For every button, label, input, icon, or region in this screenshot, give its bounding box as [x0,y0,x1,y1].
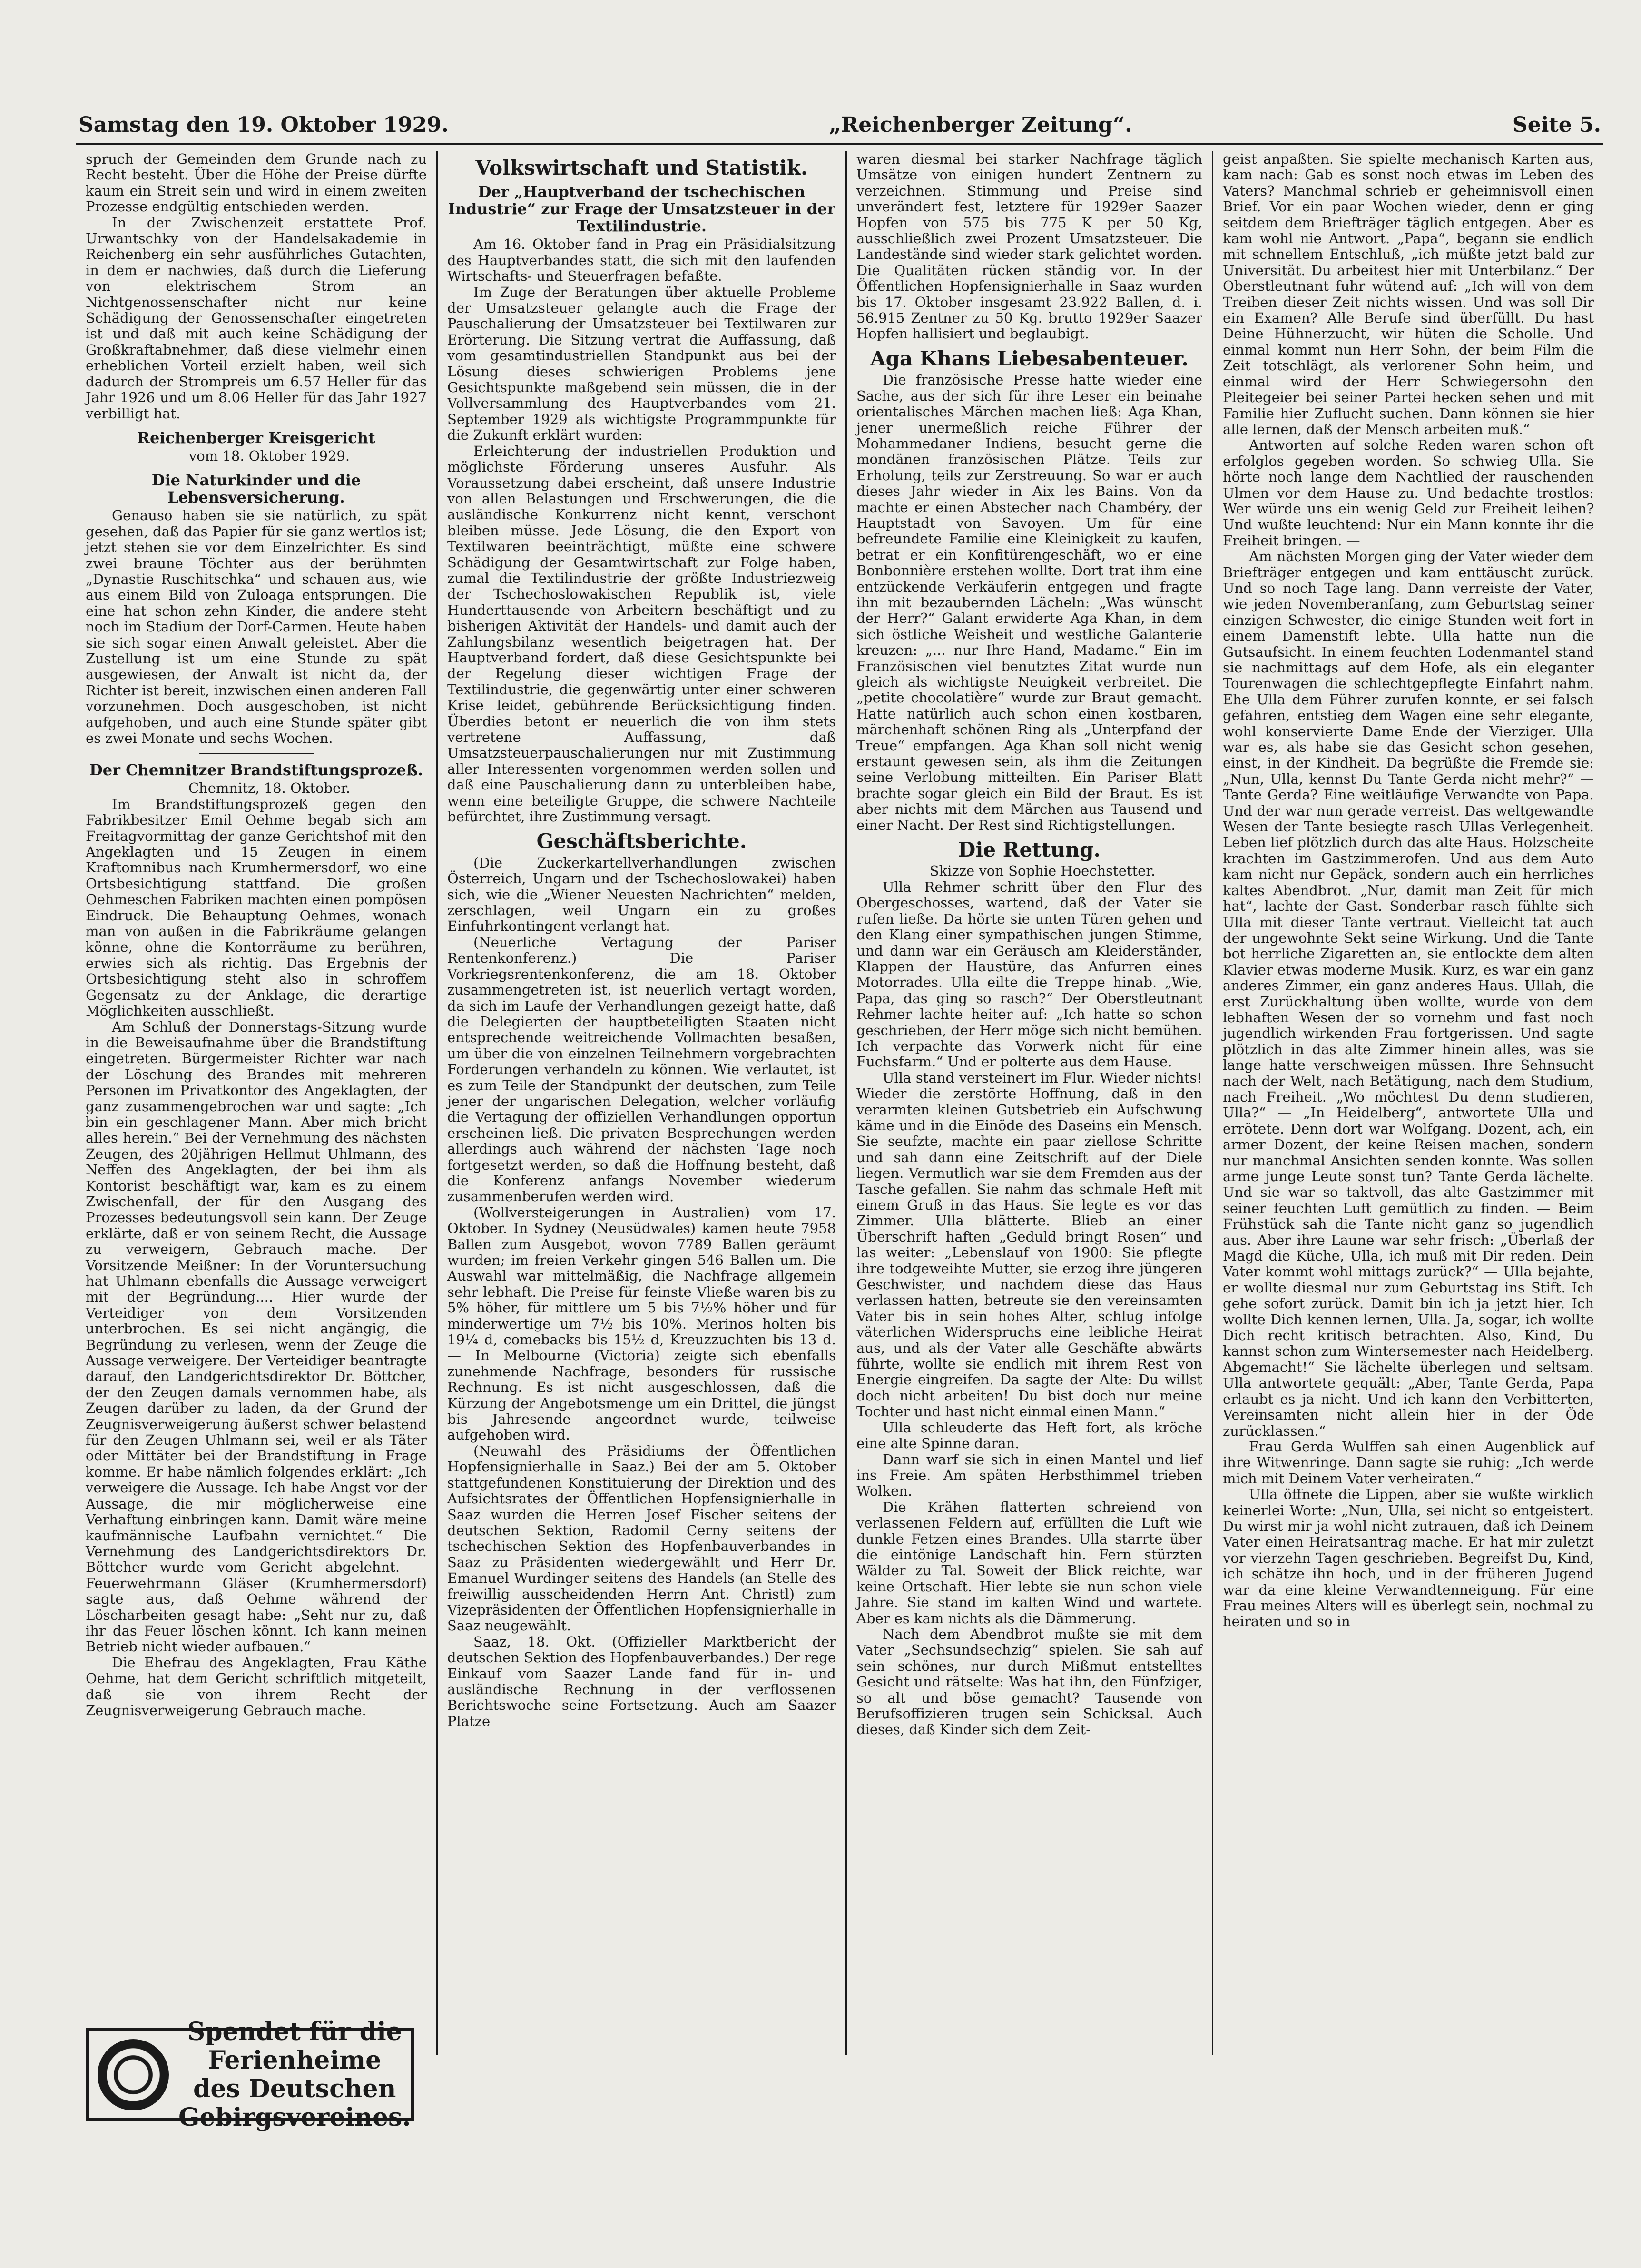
paragraph: Saaz, 18. Okt. (Offizieller Marktbericht der deutschen Sektion des Hopfenbauverbandes.) Der rege Einkauf vom Saazer Lande fand für in- und ausländische Rechnung in der verflossenen Berichtswoche seine Fortsetzung. Auch am Saazer Platze [447,1633,836,1729]
paragraph: waren diesmal bei starker Nachfrage täglich Umsätze von einigen hundert Zentnern zu verzeichnen. Stimmung und Preise sind unverändert fest, letztere für 1929er Saazer Hopfen von 575 bis 775 K per 50 Kg, ausschließlich zwei Prozent Umsatzsteuer. Die Landestände sind wieder stark gelichtet worden. Die Qualitäten rücken ständig vor. In der Öffentlichen Hopfensignierhalle in Saaz wurden bis 17. Oktober insgesamt 23.922 Ballen, d. i. 56.915 Zentner zu 50 Kg. brutto 1929er Saazer Hopfen hallisiert und beglaubigt. [856,151,1202,342]
ad-line: des Deutschen [193,2074,396,2103]
paragraph: Nach dem Abendbrot mußte sie mit dem Vater „Sechsundsechzig“ spielen. Sie sah auf sein schönes, nur durch Mißmut entstelltes Gesicht und rätselte: Was hat ihn, den Fünfziger, so alt und böse gemacht? Tausende von Berufsoffizieren trugen sein Schicksal. Auch dieses, daß Kinder sich dem Zeit- [856,1626,1202,1738]
paper-name: „Reichenberger Zeitung“. [829,112,1132,137]
column-4 [1213,151,1603,2055]
paragraph: Ulla stand versteinert im Flur. Wieder nichts! Wieder die zerstörte Hoffnung, daß in den verarmten kleinen Gutsbetrieb ein Aufschwung käme und in die Einöde des Daseins ein Mensch. Sie seufzte, machte ein paar ziellose Schritte und sah dann eine Zeitschrift auf der Diele liegen. Vermutlich war sie dem Fremden aus der Tasche gefallen. Sie nahm das schmale Heft mit einem Gruß in das Haus. Sie legte es vor das Zimmer. Ulla blätterte. Blieb an einer Überschrift haften „Geduld bringt Rosen“ und las weiter: „Lebenslauf von 1900: Sie pflegte ihre todgeweihte Mutter, sie erzog ihre jüngeren Geschwister, und nachdem diese das Haus verlassen hatten, betreute sie den vereinsamten Vater bis in sein hohes Alter, schlug infolge väterlichen Widerspruchs eine leibliche Heirat aus, und als der Vater alle Geschäfte abwärts führte, wollte sie endlich mit ihrem Rest von Energie eingreifen. Da sagte der Alte: Du willst doch nicht arbeiten! Du bist doch nur meine Tochter und hast nicht einmal einen Mann.“ [856,1069,1202,1420]
paragraph: In der Zwischenzeit erstattete Prof. Urwantschky von der Handelsakademie in Reichenberg ein sehr ausführliches Gutachten, in dem er nachwies, daß durch die Lieferung von elektrischem Strom an Nichtgenossenschafter nicht nur keine Schädigung der Genossenschafter eingetreten ist und daß mit auch keine Schädigung der Großkraftabnehmer, daß diese vielmehr einen erheblichen Vorteil erzielt haben, weil sich dadurch der Strompreis um 6.57 Heller für das Jahr 1926 und um 8.06 Heller für das Jahr 1927 verbilligt hat. [86,214,427,422]
article-title: Die Naturkinder und die Lebensversicherung. [151,471,361,507]
column-2 [438,151,847,2055]
paragraph: Am nächsten Morgen ging der Vater wieder dem Briefträger entgegen und kam enttäuscht zurück. Und so noch Tage lang. Dann verreiste der Vater, wie jeden Novemberanfang, zum Geburtstag seiner einzigen Schwester, die einige Stunden weit fort in einem Damenstift lebte. Ulla hatte nun die Gutsaufsicht. In einem feuchten Lodenmantel stand sie nachmittags auf dem Hofe, als ein eleganter Tourenwagen die schlechtgepflegte Einfahrt nahm. Ehe Ulla dem Führer zurufen konnte, er sei falsch gefahren, entstieg dem Wagen eine sehr elegante, wohl konservierte Dame Ende der Vierziger. Ulla war es, als habe sie das Gesicht schon gesehen, einst, in der Kindheit. Da begrüßte die Fremde sie: „Nun, Ulla, kennst Du Tante Gerda nicht mehr?“ — Tante Gerda? Eine weitläufige Verwandte von Papa. Und der war nun gerade verreist. Das weltgewandte Wesen der Tante besiegte rasch Ullas Verlegenheit. Leben lief plötzlich durch das alte Haus. Holzscheite krachten im Gastzimmerofen. Und aus dem Auto kam nicht nur Gepäck, sondern auch ein herrliches kaltes Abendbrot. „Nur, damit man Zeit für mich hat“, lachte der Gast. Sonderbar rasch fühlte sich Ulla mit dieser Tante vertraut. Vielleicht tat auch der ungewohnte Sekt seine Wirkung. Und die Tante bot herrliche Zigaretten an, sie entlockte dem alten Klavier etwas moderne Musik. Kurz, es war ein ganz anderes Zimmer, ein ganz anderes Haus. Ullah, die erst Zurückhaltung üben wollte, wurde von dem lebhaften Wesen der so vornehm und fast noch jugendlich wirkenden Frau fortgerissen. Und sagte plötzlich in das alte Zimmer hinein alles, was sie lange hatte verschweigen müssen. Ihre Sehnsucht nach der Welt, nach Betätigung, nach dem Studium, nach Freiheit. „Wo möchtest Du denn studieren, Ulla?“ — „In Heidelberg“, antwortete Ulla und errötete. Denn dort war Wolfgang. Dozent, ach, ein armer Dozent, der keine Reisen machen, sondern nur manchmal Ansichten senden konnte. Was sollen arme junge Leute sonst tun? Tante Gerda lächelte. Und sie war so taktvoll, das alte Gastzimmer mit seiner feuchten Luft gemütlich zu finden. — Beim Frühstück sah die Tante nicht ganz so jugendlich aus. Aber ihre Laune war sehr frisch: „Überlaß der Magd die Küche, Ulla, ich muß mit Dir reden. Dein Vater kommt wohl mittags zurück?“ — Ulla bejahte, er wollte diesmal nur zum Geburtstag ins Stift. Ich gehe sofort zurück. Damit bin ich ja jetzt hier. Ich wollte Dich kennen lernen, Ulla. Ja, sogar, ich wollte Dich recht kritisch betrachten. Also, Kind, Du kannst schon zum Wintersemester nach Heidelberg. Abgemacht!“ Sie lächelte überlegen und seltsam. Ulla antwortete gequält: „Aber, Tante Gerda, Papa erlaubt es ja nicht. Und ich kann den Verbitterten, Vereinsamten nicht allein hier in der Öde zurücklassen.“ [1223,548,1594,1439]
court-heading: Reichenberger Kreisgericht [137,428,375,447]
paragraph: spruch der Gemeinden dem Grunde nach zu Recht besteht. Über die Höhe der Preise dürfte kaum ein Streit sein und wird in einem zweiten Prozesse endgültig entschieden werden. [86,151,427,215]
paragraph: Ulla Rehmer schritt über den Flur des Obergeschosses, wartend, daß der Vater sie rufen ließe. Da hörte sie unten Türen gehen und den Klang einer sympathischen jungen Stimme, und dann war ein Geräusch am Kleiderständer, Klappen der Haustüre, das Anfurren eines Motorrades. Ulla eilte die Treppe hinab. „Wie, Papa, das ging so rasch?“ Der Oberstleutnant Rehmer lachte heiter auf: „Ich hatte so schon geschrieben, der Herr möge sich nicht bemühen. Ich verpachte das Vorwerk nicht für eine Fuchsfarm.“ Und er polterte aus dem Hause. [856,878,1202,1070]
paragraph: Frau Gerda Wulffen sah einen Augenblick auf ihre Witwenringe. Dann sagte sie ruhig: „Ich werde mich mit Deinem Vater verheiraten.“ [1223,1438,1594,1487]
article-title: Die Rettung. [958,838,1101,862]
masthead [79,106,1601,144]
byline: Skizze von Sophie Hoechstetter. [929,863,1156,879]
court-date: vom 18. Oktober 1929. [188,447,350,464]
paragraph: Im Zuge der Beratungen über aktuelle Probleme der Umsatzsteuer gelangte auch die Frage der Pauschalierung der Umsatzsteuer bei Textilwaren zur Erörterung. Die Sitzung vertrat die Auffassung, daß vom gesamtindustriellen Standpunkt aus bei der Lösung dieses schwierigen Problems jene Gesichtspunkte maßgebend sein müssen, die in der Vollversammlung des Hauptverbandes vom 21. September 1929 als wichtigste Programmpunkte für die Zukunft erklärt wurden: [447,284,836,444]
paragraph: (Wollversteigerungen in Australien) vom 17. Oktober. In Sydney (Neusüdwales) kamen heute 7958 Ballen zum Ausgebot, wovon 7789 Ballen geräumt wurden; im freien Verkehr gingen 546 Ballen um. Die Auswahl war mittelmäßig, die Nachfrage allgemein sehr lebhaft. Die Preise für feinste Vließe waren bis zu 5% höher, für mittlere um 5 bis 7½% höher und für minderwertige um 7½ bis 10%. Merinos holten bis 19¼ d, comebacks bis 15½ d, Kreuzzuchten bis 13 d. — In Melbourne (Victoria) zeigte sich ebenfalls zunehmende Nachfrage, besonders für russische Rechnung. Es ist nicht ausgeschlossen, daß die Kürzung der Angebotsmenge um ein Drittel, die jüngst bis Jahresende angeordnet wurde, teilweise aufgehoben wird. [447,1204,836,1443]
header-rule [76,143,1603,145]
paragraph: Die Ehefrau des Angeklagten, Frau Käthe Oehme, hat dem Gericht schriftlich mitgeteilt, daß sie von ihrem Recht der Zeugnisverweigerung Gebrauch mache. [86,1654,427,1718]
article-title: Der „Hauptverband der tschechischen Industrie“ zur Frage der Umsatzsteuer in der Textilindustrie. [448,183,835,236]
paragraph: (Neuwahl des Präsidiums der Öffentlichen Hopfensignierhalle in Saaz.) Bei der am 5. Oktober stattgefundenen Konstituierung der Direktion und des Aufsichtsrates der Öffentlichen Hopfensignierhalle in Saaz wurden die Herren Josef Fischer seitens der deutschen Sektion, Radomil Cerny seitens der tschechischen Sektion des Hopfenbauverbandes in Saaz zu Präsidenten wiedergewählt und Herr Dr. Emanuel Wurdinger seitens des Handels (an Stelle des freiwillig ausscheidenden Herrn Ant. Christl) zum Vizepräsidenten der Öffentlichen Hopfensignierhalle in Saaz neugewählt. [447,1442,836,1634]
ad-line: Spendet für die [187,2017,402,2046]
column-1 [76,151,438,2055]
separator [199,753,314,754]
ad-line: Gebirgsvereines. [178,2102,411,2132]
paragraph: Ulla öffnete die Lippen, aber sie wußte wirklich keinerlei Worte: „Nun, Ulla, sei nicht so entgeistert. Du wirst mir ja wohl nicht zutrauen, daß ich Deinem Vater einen Heiratsantrag mache. Er hat mir zuletzt vor vierzehn Tagen geschrieben. Begreifst Du, Kind, ich schätze ihn hoch, und in der früheren Jugend war da eine kleine Verwandtenneigung. Für eine Frau meines Alters will es überlegt sein, nochmal zu heiraten und so in [1223,1486,1594,1630]
paragraph: geist anpaßten. Sie spielte mechanisch Karten aus, kam nach: Gab es sonst noch etwas im Leben des Vaters? Manchmal schrieb er geheimnisvoll einen Brief. Vor ein paar Wochen wieder, denn er ging seitdem dem Briefträger täglich entgegen. Aber es kam wohl nie Antwort. „Papa“, begann sie endlich mit schnellem Entschluß, „ich müßte jetzt bald zur Universität. Du arbeitest hier mit Unterbilanz.“ Der Oberstleutnant fuhr wütend auf: „Ich will von dem Treiben dieser Zeit nichts wissen. Und was soll Dir ein Examen? Alle Berufe sind überfüllt. Du hast Deine Hühnerzucht, wir hüten die Scholle. Und einmal kommt nun Herr Sohn, der beim Film die Zeit totschlägt, als verlorener Sohn heim, und einmal wird der Herr Schwiegersohn den Pleitegeier bei seiner Partei hecken sehen und mit Familie hier Zuflucht suchen. Dann können sie hier alle lernen, daß der Mensch arbeiten muß.“ [1223,151,1594,437]
paragraph: Dann warf sie sich in einen Mantel und lief ins Freie. Am späten Herbsthimmel trieben Wolken. [856,1451,1202,1499]
paragraph: Erleichterung der industriellen Produktion und möglichste Förderung unseres Ausfuhr. Als Voraussetzung dabei erscheint, daß unsere Industrie von allen Belastungen und Erschwerungen, die die ausländische Konkurrenz nicht kennt, verschont bleiben müsse. Jede Lösung, die den Export von Textilwaren beeinträchtigt, müßte eine schwere Schädigung der Gesamtwirtschaft zur Folge haben, zumal die Textilindustrie der größte Industriezweig der Tschechoslowakischen Republik ist, viele Hunderttausende von Arbeitern beschäftigt und zu bisherigen Aktivität der Handels- und damit auch der Zahlungsbilanz wesentlich beigetragen hat. Der Hauptverband fordert, daß diese Gesichtspunkte bei der Regelung dieser wichtigen Frage der Textilindustrie, die gegenwärtig unter einer schweren Krise leidet, gebührende Berücksichtigung finden. Überdies betont er neuerlich die von ihm stets vertretene Auffassung, daß Umsatzsteuerpauschalierungen nur mit Zustimmung aller Interessenten vorgenommen werden sollen und daß eine Pauschalierung dann zu unterbleiben habe, wenn eine beteiligte Gruppe, die schwere Nachteile befürchtet, ihre Zustimmung versagt. [447,443,836,825]
column-3 [847,151,1213,2055]
ad-line: Ferienheime [208,2045,382,2075]
issue-date: Samstag den 19. Oktober 1929. [79,112,449,137]
paragraph: Ulla schleuderte das Heft fort, als kröche eine alte Spinne daran. [856,1419,1202,1452]
dateline: Chemnitz, 18. Oktober. [188,780,351,797]
paragraph: Die französische Presse hatte wieder eine Sache, aus der sich für ihre Leser ein beinahe orientalisches Märchen machen ließ: Aga Khan, jener unermeßlich reiche Führer der Mohammedaner Indiens, besucht gerne die mondänen französischen Plätze. Teils zur Erholung, teils zur Zerstreuung. So war er auch dieses Jahr wieder in Aix les Bains. Von da machte er einen Abstecher nach Chambéry, der Hauptstadt von Savoyen. Um für eine befreundete Familie eine Kleinigkeit zu kaufen, betrat er ein Konfitürengeschäft, wo er eine Bonbonnière erstehen wollte. Dort trat ihm eine entzückende Verkäuferin entgegen und fragte ihn mit bezaubernden Lächeln: „Was wünscht der Herr?“ Galant erwiderte Aga Khan, in dem sich östliche Weisheit und westliche Galanterie kreuzen: „... nur Ihre Hand, Madame.“ Ein im Französischen viel benutztes Zitat wurde nun gleich als wichtigste Neuigkeit verbreitet. Die „petite chocolatière“ wurde zur Braut gemacht. Hatte natürlich auch schon einen kostbaren, märchenhaft schönen Ring als „Unterpfand der Treue“ empfangen. Aga Khan soll nicht wenig erstaunt gewesen sein, als ihm die Zeitungen seine Verlobung mitteilten. Ein Pariser Blatt brachte sogar gleich ein Bild der Braut. Es ist aber nichts mit dem Märchen aus Tausend und einer Nacht. Der Rest sind Richtigstellungen. [856,372,1202,833]
advertisement-text [178,2018,411,2132]
paragraph: (Neuerliche Vertagung der Pariser Rentenkonferenz.) Die Pariser Vorkriegsrentenkonferenz, die am 18. Oktober zusammengetreten ist, ist neuerlich vertagt worden, da sich im Laufe der Verhandlungen gezeigt hatte, daß die Delegierten der hauptbeteiligten Staaten nicht entsprechende weitreichende Vollmachten besaßen, um über die von einzelnen Teilnehmern vorgebrachten Forderungen verhandeln zu können. Wie verlautet, ist es zum Teile der Standpunkt der deutschen, zum Teile jener der ungarischen Delegation, welcher vorläufig die Vertagung der offiziellen Verhandlungen opportun erscheinen ließ. Die privaten Besprechungen werden allerdings auch während der nächsten Tage noch fortgesetzt werden, so daß die Hoffnung besteht, daß die Konferenz anfangs November wiederum zusammenberufen werden wird. [447,934,836,1205]
section-heading: Geschäftsberichte. [536,829,747,853]
page-number: Seite 5. [1512,112,1601,137]
paragraph: Am Schluß der Donnerstags-Sitzung wurde in die Beweisaufnahme über die Brandstiftung eingetreten. Bürgermeister Richter war nach der Löschung des Brandes mit mehreren Personen im Privatkontor des Angeklagten, der ganz zusammengebrochen war und sagte: „Ich bin ein geschlagener Mann. Aber mich bricht alles herein.“ Bei der Vernehmung des nächsten Zeugen, des 20jährigen Hellmut Uhlmann, des Neffen des Angeklagten, der bei ihm als Kontorist beschäftigt war, kam es zu einem Zwischenfall, der für den Ausgang des Prozesses bedeutungsvoll sein kann. Der Zeuge erklärte, daß er von seinem Recht, die Aussage zu verweigern, Gebrauch mache. Der Vorsitzende Meißner: In der Voruntersuchung hat Uhlmann ebenfalls die Aussage verweigert mit der Begründung.... Hier wurde der Verteidiger von dem Vorsitzenden unterbrochen. Es sei nicht angängig, die Begründung zu verlesen, wenn der Zeuge die Aussage verweigere. Der Verteidiger beantragte darauf, den Landgerichtsdirektor Dr. Böttcher, der den Zeugen damals vernommen habe, als Zeugen darüber zu laden, da der Grund der Zeugnisverweigerung äußerst schwer belastend für den Zeugen Uhlmann sei, weil er als Täter oder Mittäter bei der Brandstiftung in Frage komme. Er habe nämlich folgendes erklärt: „Ich verweigere die Aussage. Ich habe Angst vor der Aussage, die mir möglicherweise eine Verhaftung einbringen kann. Damit wäre meine kaufmännische Laufbahn vernichtet.“ Die Vernehmung des Landgerichtsdirektors Dr. Böttcher wurde vom Gericht abgelehnt. — Feuerwehrmann Gläser (Krumhermersdorf) sagte aus, daß Oehme während der Löscharbeiten gesagt habe: „Seht nur zu, daß ihr das Feuer löschen könnt. Ich kann meinen Betrieb nicht wieder aufbauen.“ [86,1018,427,1655]
section-heading: Volkswirtschaft und Statistik. [475,156,808,179]
columns [76,151,1603,2055]
paragraph: Am 16. Oktober fand in Prag ein Präsidialsitzung des Hauptverbandes statt, die sich mit den laufenden Wirtschafts- und Steuerfragen befaßte. [447,236,836,285]
paragraph: Im Brandstiftungsprozeß gegen den Fabrikbesitzer Emil Oehme begab sich am Freitagvormittag der ganze Gerichtshof mit den Angeklagten und 15 Zeugen in einem Kraftomnibus nach Krumhermersdorf, wo eine Ortsbesichtigung stattfand. Die großen Oehmeschen Fabriken machten einen pompösen Eindruck. Die Behauptung Oehmes, wonach man von außen in die Fabrikräume gelangen könne, ohne die Kontorräume zu berühren, erwies sich als richtig. Das Ergebnis der Ortsbesichtigung steht also in schroffem Gegensatz zu der Anklage, die derartige Möglichkeiten ausschließt. [86,796,427,1019]
advertisement-box [86,2017,414,2132]
article-title: Der Chemnitzer Brandstiftungsprozeß. [89,761,423,779]
paragraph: (Die Zuckerkartellverhandlungen zwischen Österreich, Ungarn und der Tschechoslowakei) haben sich, wie die „Wiener Neuesten Nachrichten“ melden, zerschlagen, weil Ungarn ein zu großes Einfuhrkontingent verlangt hat. [447,854,836,935]
seal-emblem-icon [98,2039,169,2110]
paragraph: Antworten auf solche Reden waren schon oft erfolglos gegeben worden. So schwieg Ulla. Sie hörte noch lange dem Nachtlied der rauschenden Ulmen vor dem Hause zu. Und bedachte trostlos: Wer würde uns ein wenig Geld zur Freiheit leihen? Und wußte leuchtend: Nur ein Mann konnte ihr die Freiheit bringen. — [1223,437,1594,549]
paragraph: Die Krähen flatterten schreiend von verlassenen Feldern auf, erfüllten die Luft wie dunkle Fetzen eines Brandes. Ulla starrte über die eintönige Landschaft hin. Fern stürzten Wälder zu Tal. Soweit der Blick reichte, war keine Ortschaft. Hier lebte sie nun schon viele Jahre. Sie stand im kalten Wind und wartete. Aber es kam nichts als die Dämmerung. [856,1499,1202,1627]
paragraph: Genauso haben sie sie natürlich, zu spät gesehen, daß das Papier für sie ganz wertlos ist; jetzt stehen sie vor dem Einzelrichter. Es sind zwei braune Töchter aus der berühmten „Dynastie Ruschitschka“ und schauen aus, wie aus einem Bild von Zuloaga entsprungen. Die eine hat schon zehn Kinder, die andere steht noch im Stadium der Dorf-Carmen. Heute haben sie sich sogar einen Anwalt geleistet. Aber die Zustellung ist um eine Stunde zu spät ausgewiesen, der Anwalt ist nicht da, der Richter ist bereit, inzwischen einen anderen Fall vorzunehmen. Doch ausgeschoben, ist nicht aufgehoben, und auch eine Stunde später gibt es zwei Monate und sechs Wochen. [86,507,427,746]
article-title: Aga Khans Liebesabenteuer. [870,346,1189,370]
